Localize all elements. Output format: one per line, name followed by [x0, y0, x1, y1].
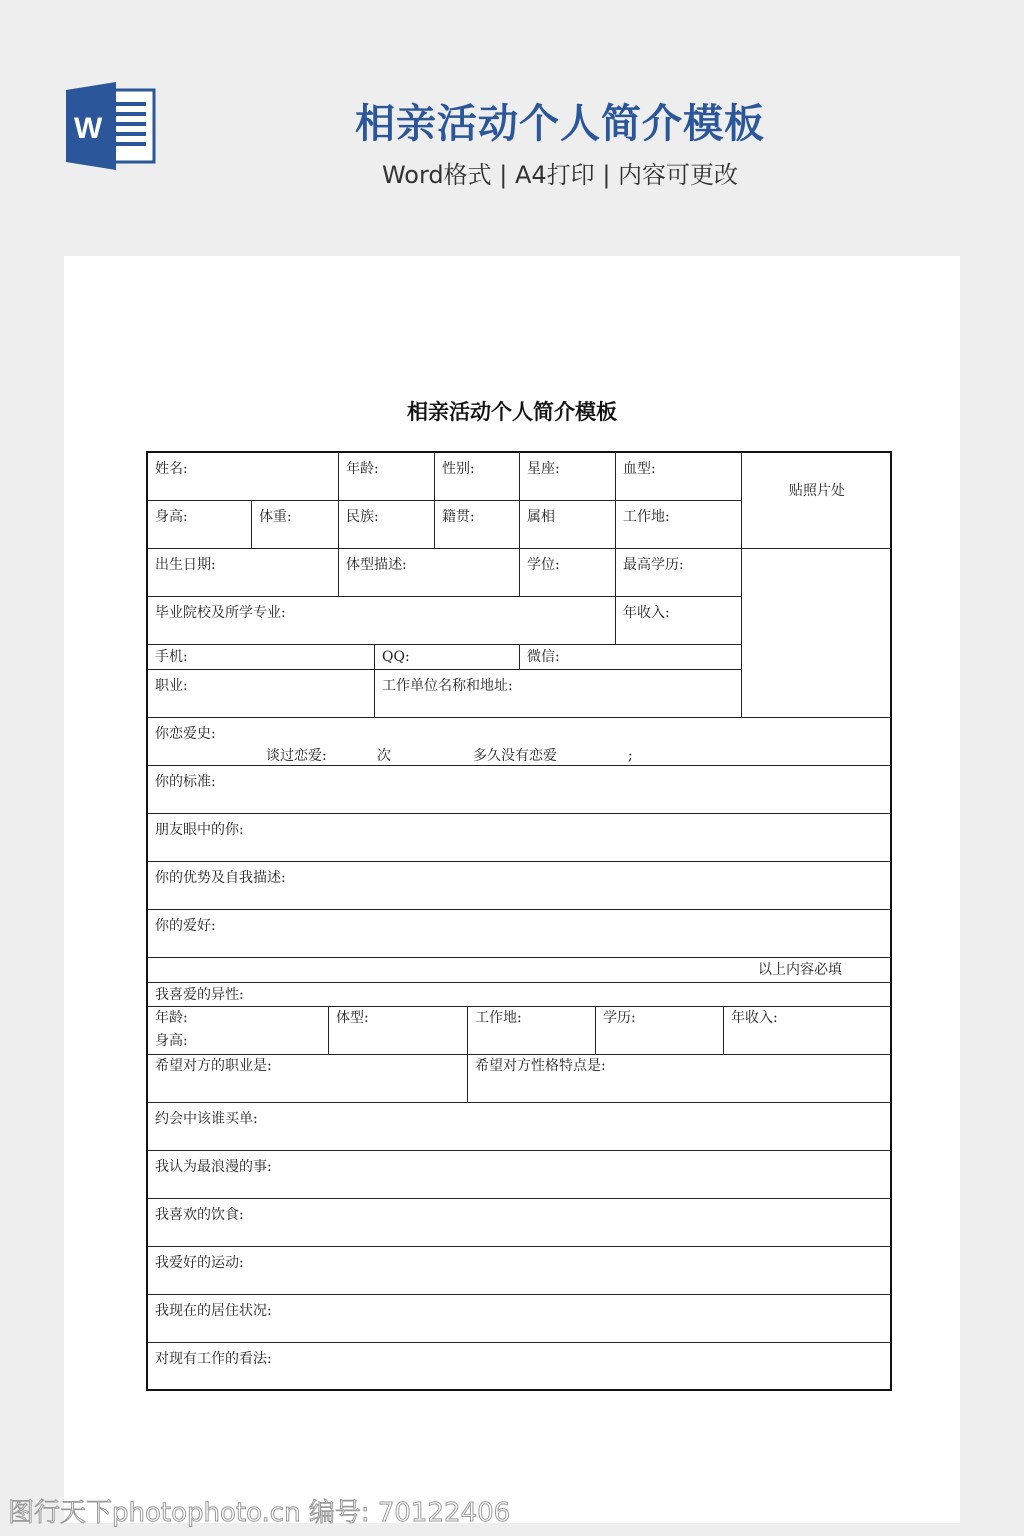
field-favorite-sports[interactable]: 我爱好的运动: — [148, 1247, 892, 1295]
field-partner-personality[interactable]: 希望对方性格特点是: — [468, 1055, 892, 1103]
header-subtitle: Word格式 | A4打印 | 内容可更改 — [381, 161, 739, 189]
partner-age-label: 年龄: — [155, 1010, 188, 1026]
field-partner-work-location[interactable]: 工作地: — [468, 1007, 596, 1055]
field-self-description[interactable]: 你的优势及自我描述: — [148, 862, 892, 910]
field-education[interactable]: 最高学历: — [616, 549, 742, 597]
document-title: 相亲活动个人简介模板 — [407, 399, 617, 424]
field-job-opinion[interactable]: 对现有工作的看法: — [155, 1351, 272, 1367]
watermark: 图行天下photophoto.cn 编号: 70122406 — [8, 1498, 511, 1528]
field-birth-date[interactable]: 出生日期: — [148, 549, 339, 597]
photo-placeholder[interactable]: 贴照片处 — [742, 453, 892, 549]
field-zodiac[interactable]: 星座: — [520, 453, 616, 501]
word-icon — [64, 82, 156, 170]
field-qq[interactable]: QQ: — [375, 645, 520, 670]
field-name[interactable]: 姓名: — [148, 453, 339, 501]
field-most-romantic[interactable]: 我认为最浪漫的事: — [148, 1151, 892, 1199]
field-work-location[interactable]: 工作地: — [616, 501, 742, 549]
header-title: 相亲活动个人简介模板 — [355, 101, 765, 147]
field-annual-income[interactable]: 年收入: — [616, 597, 742, 645]
profile-form-table — [146, 451, 892, 1391]
photo-area-lower — [742, 549, 892, 718]
field-blood-type[interactable]: 血型: — [616, 453, 742, 501]
field-ethnicity[interactable]: 民族: — [339, 501, 435, 549]
field-wechat[interactable]: 微信: — [520, 645, 742, 670]
field-who-pays[interactable]: 约会中该谁买单: — [148, 1103, 892, 1151]
field-employer[interactable]: 工作单位名称和地址: — [375, 670, 742, 718]
field-occupation[interactable]: 职业: — [148, 670, 375, 718]
field-partner-occupation[interactable]: 希望对方的职业是: — [148, 1055, 468, 1103]
field-degree[interactable]: 学位: — [520, 549, 616, 597]
required-note: 以上内容必填 — [148, 958, 892, 983]
field-school-major[interactable]: 毕业院校及所学专业: — [148, 597, 616, 645]
field-height[interactable]: 身高: — [148, 501, 252, 549]
love-history-section[interactable] — [148, 718, 892, 766]
love-history-label: 你恋爱史: — [155, 726, 216, 742]
field-gender[interactable]: 性别: — [435, 453, 520, 501]
field-partner-body-type[interactable]: 体型: — [329, 1007, 468, 1055]
field-age[interactable]: 年龄: — [339, 453, 435, 501]
field-living-situation[interactable]: 我现在的居住状况: — [148, 1295, 892, 1343]
field-body-type[interactable]: 体型描述: — [339, 549, 520, 597]
field-phone[interactable]: 手机: — [148, 645, 375, 670]
field-friends-view[interactable]: 朋友眼中的你: — [148, 814, 892, 862]
field-partner-age-height[interactable] — [148, 1007, 329, 1055]
field-partner-income[interactable]: 年收入: — [724, 1007, 892, 1055]
field-weight[interactable]: 体重: — [252, 501, 339, 549]
field-favorite-food[interactable]: 我喜欢的饮食: — [148, 1199, 892, 1247]
love-times-label: 谈过恋爱: — [266, 748, 327, 764]
field-hometown[interactable]: 籍贯: — [435, 501, 520, 549]
field-partner-education[interactable]: 学历: — [596, 1007, 724, 1055]
svg-text:W: W — [74, 112, 103, 145]
single-since-label: 多久没有恋爱 — [473, 748, 557, 764]
field-hobbies[interactable]: 你的爱好: — [148, 910, 892, 958]
love-times-unit: 次 — [377, 748, 391, 764]
love-history-end: ; — [628, 748, 633, 764]
preferred-partner-label: 我喜爱的异性: — [148, 983, 892, 1007]
document-page — [64, 256, 960, 1523]
field-chinese-zodiac[interactable]: 属相 — [520, 501, 616, 549]
partner-height-label: 身高: — [155, 1033, 188, 1049]
field-standards[interactable]: 你的标准: — [148, 766, 892, 814]
